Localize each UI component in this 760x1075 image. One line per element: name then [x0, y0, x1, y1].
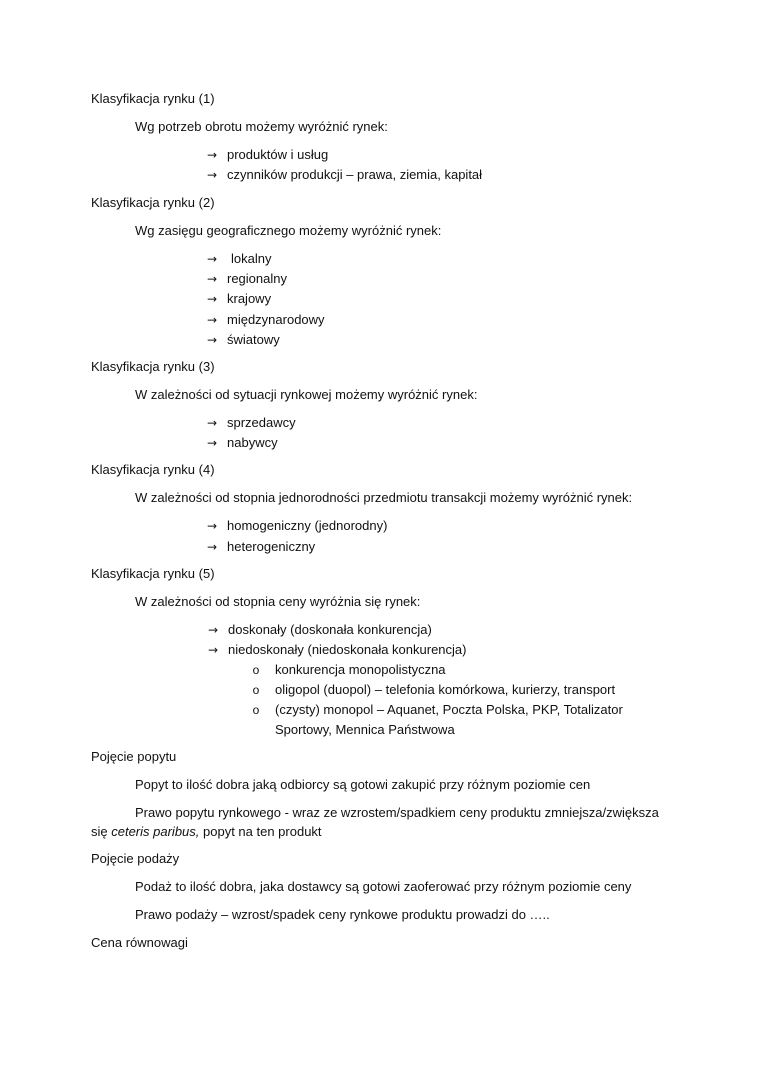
podaz-heading: Pojęcie podaży	[91, 851, 180, 866]
podaz-law: Prawo podaży – wzrost/spadek ceny rynkowe produktu prowadzi do …..	[135, 907, 550, 922]
arrow-icon: →	[206, 252, 218, 266]
section-intro-1: Wg potrzeb obrotu możemy wyróżnić rynek:	[135, 119, 388, 134]
list-item: doskonały (doskonała konkurencja)	[228, 622, 432, 637]
arrow-icon: →	[206, 148, 218, 162]
section-heading-5: Klasyfikacja rynku (5)	[91, 566, 215, 581]
sub-list-item-continuation: Sportowy, Mennica Państwowa	[275, 722, 455, 737]
ceteris-paribus-italic: ceteris paribus,	[111, 824, 200, 839]
circle-bullet-icon: o	[252, 663, 260, 677]
section-heading-3: Klasyfikacja rynku (3)	[91, 359, 215, 374]
section-intro-5: W zależności od stopnia ceny wyróżnia się rynek:	[135, 594, 421, 609]
circle-bullet-icon: o	[252, 703, 260, 717]
arrow-icon: →	[206, 313, 218, 327]
arrow-icon: →	[206, 540, 218, 554]
arrow-icon: →	[206, 333, 218, 347]
list-item: homogeniczny (jednorodny)	[227, 518, 388, 533]
list-item: nabywcy	[227, 435, 278, 450]
popyt-definition: Popyt to ilość dobra jaką odbiorcy są gotowi zakupić przy różnym poziomie cen	[135, 777, 591, 792]
popyt-law-text-a: się	[91, 824, 112, 839]
arrow-icon: →	[206, 272, 218, 286]
sub-list-item: oligopol (duopol) – telefonia komórkowa, kurierzy, transport	[275, 682, 616, 697]
list-item: światowy	[227, 332, 280, 347]
cena-heading: Cena równowagi	[91, 935, 188, 950]
list-item: międzynarodowy	[227, 312, 325, 327]
arrow-icon: →	[207, 623, 219, 637]
arrow-icon: →	[207, 643, 219, 657]
arrow-icon: →	[206, 436, 218, 450]
section-intro-4: W zależności od stopnia jednorodności przedmiotu transakcji możemy wyróżnić rynek:	[135, 490, 633, 505]
popyt-heading: Pojęcie popytu	[91, 749, 177, 764]
popyt-law-line2	[91, 824, 322, 840]
list-item: niedoskonały (niedoskonała konkurencja)	[228, 642, 467, 657]
list-item: czynników produkcji – prawa, ziemia, kapitał	[227, 167, 483, 182]
list-item: sprzedawcy	[227, 415, 296, 430]
podaz-definition: Podaż to ilość dobra, jaka dostawcy są gotowi zaoferować przy różnym poziomie ceny	[135, 879, 632, 894]
list-item: regionalny	[227, 271, 287, 286]
section-heading-1: Klasyfikacja rynku (1)	[91, 91, 215, 106]
arrow-icon: →	[206, 292, 218, 306]
section-heading-2: Klasyfikacja rynku (2)	[91, 195, 215, 210]
popyt-law-text-b: popyt na ten produkt	[199, 824, 322, 839]
sub-list-item: (czysty) monopol – Aquanet, Poczta Polska, PKP, Totalizator	[275, 702, 623, 717]
section-intro-2: Wg zasięgu geograficznego możemy wyróżnić rynek:	[135, 223, 442, 238]
section-intro-3: W zależności od sytuacji rynkowej możemy wyróżnić rynek:	[135, 387, 478, 402]
section-heading-4: Klasyfikacja rynku (4)	[91, 462, 215, 477]
arrow-icon: →	[206, 416, 218, 430]
sub-list-item: konkurencja monopolistyczna	[275, 662, 446, 677]
list-item: krajowy	[227, 291, 272, 306]
circle-bullet-icon: o	[252, 683, 260, 697]
arrow-icon: →	[206, 519, 218, 533]
list-item: produktów i usług	[227, 147, 329, 162]
arrow-icon: →	[206, 168, 218, 182]
list-item: lokalny	[231, 251, 272, 266]
popyt-law-line1: Prawo popytu rynkowego - wraz ze wzrostem/spadkiem ceny produktu zmniejsza/zwiększa	[135, 805, 659, 820]
list-item: heterogeniczny	[227, 539, 316, 554]
